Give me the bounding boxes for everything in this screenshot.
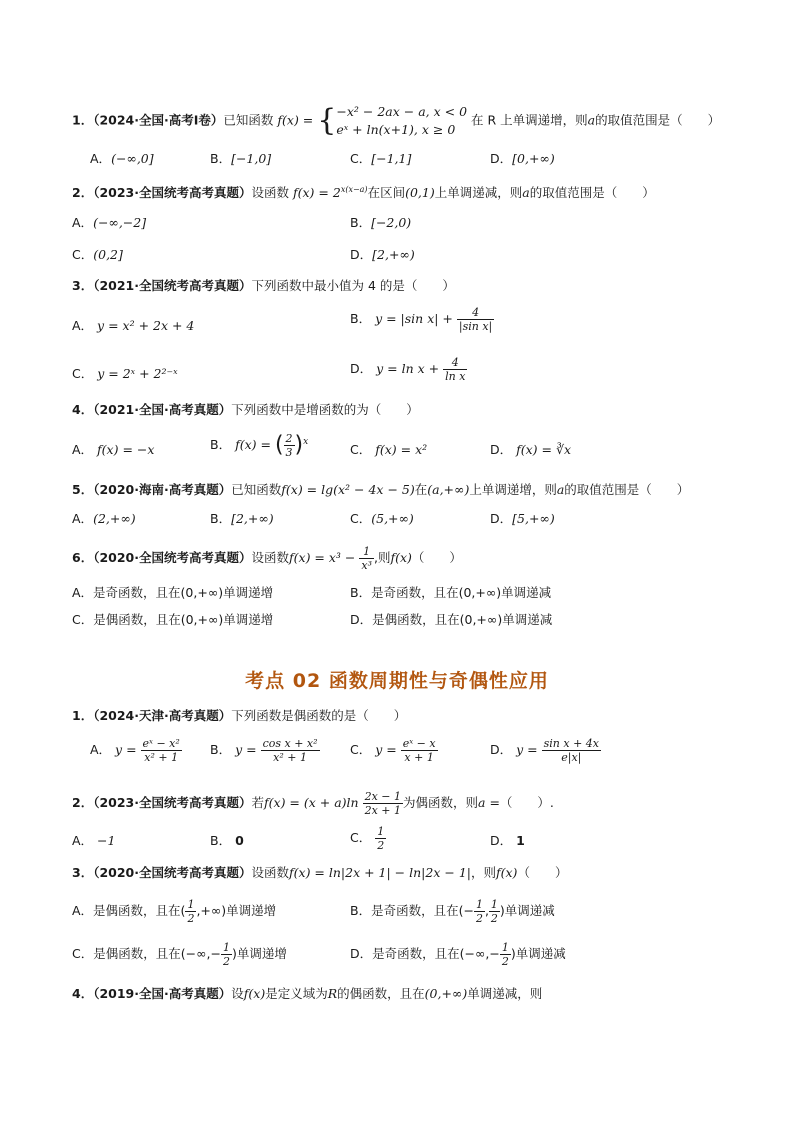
option-a: A． y = $\frac{\text{eˣ − x²}}{\text{x² + 1}}$ bbox=[90, 737, 180, 764]
option-d: D．是奇函数，且在(−∞,− $\frac{1}{2}$ )单调递减 bbox=[350, 941, 566, 968]
function-expression: f(x) = lg(x² − 4x − 5) bbox=[281, 482, 415, 497]
question-stem: 的取值范围是（ ） bbox=[595, 112, 721, 128]
option-d: D． f(x) = ∛x bbox=[490, 442, 571, 457]
question-stem: 在 bbox=[414, 482, 428, 497]
question-stem: 单调递减，则 bbox=[467, 986, 543, 1001]
variable: a bbox=[556, 482, 565, 497]
interval: (a,+∞) bbox=[427, 482, 470, 497]
question-stem: 的取值范围是（ ） bbox=[564, 482, 690, 497]
option-b: B． y = $\frac{\text{cos x + x²}}{\text{x² + 1}}$ bbox=[210, 737, 318, 764]
piecewise-cases: −x² − 2ax − a, x < 0 eˣ + ln(x+1), x ≥ 0 bbox=[336, 104, 468, 137]
option-b: B．是奇函数，且在(0,+∞)单调递减 bbox=[350, 585, 552, 600]
question-stem: 设函数 bbox=[251, 550, 290, 565]
option-c: C．(0,2] bbox=[72, 247, 123, 262]
exponent: x(x−a) bbox=[340, 185, 368, 194]
function-expression: f(x) = bbox=[277, 112, 314, 128]
question-stem: 在 R 上单调递增，则 bbox=[471, 112, 588, 128]
question-source: （2020·全国统考高考真题） bbox=[93, 865, 252, 880]
question-stem: 为偶函数，则 bbox=[403, 795, 479, 810]
question-source: （2019·全国·高考真题） bbox=[93, 986, 232, 1001]
question-source: （2020·全国统考高考真题） bbox=[93, 550, 252, 565]
question-number: 3． bbox=[72, 865, 94, 880]
question-stem: 下列函数是偶函数的是（ ） bbox=[231, 708, 407, 723]
option-d: D．是偶函数，且在(0,+∞)单调递减 bbox=[350, 612, 553, 627]
option-c: C． f(x) = x² bbox=[350, 442, 428, 457]
question-stem: 已知函数 bbox=[223, 112, 274, 128]
variable: a bbox=[587, 112, 596, 128]
question-stem: （ ）. bbox=[499, 795, 554, 810]
question-stem: （ ） bbox=[411, 550, 462, 565]
function-expression: f(x) = ln|2x + 1| − ln|2x − 1| bbox=[289, 865, 471, 880]
question-2-1 bbox=[72, 707, 406, 725]
question-2-2 bbox=[72, 790, 554, 817]
option-c: C．(5,+∞) bbox=[350, 511, 414, 526]
fraction: $\frac{2x - 1}{2x + 1}$ bbox=[364, 790, 401, 817]
question-stem: ,则 bbox=[373, 550, 391, 565]
question-source: （2021·全国·高考真题） bbox=[93, 402, 232, 417]
question-2-4 bbox=[72, 985, 542, 1003]
option-a: A． f(x) = −x bbox=[72, 442, 155, 457]
option-b: B． 0 bbox=[210, 833, 244, 848]
question-source: （2024·天津·高考真题） bbox=[93, 708, 232, 723]
option-b: B． f(x) = ( $\frac{2}{3}$ )$^x$ bbox=[210, 432, 309, 459]
question-stem: 在区间 bbox=[367, 185, 406, 201]
question-stem: 设函数 bbox=[251, 185, 290, 201]
variable: a = bbox=[478, 795, 500, 810]
question-stem: 设 bbox=[231, 986, 244, 1001]
question-number: 4． bbox=[72, 402, 94, 417]
question-stem: 下列函数中最小值为 4 的是（ ） bbox=[251, 278, 455, 293]
question-source: （2023·全国统考高考真题） bbox=[93, 185, 252, 201]
question-2-3 bbox=[72, 864, 567, 882]
question-stem: 上单调递增，则 bbox=[469, 482, 557, 497]
option-d: D． y = $\frac{\text{sin x + 4x}}{e|x|}$ bbox=[490, 737, 599, 764]
question-stem: 的取值范围是（ ） bbox=[529, 185, 655, 201]
option-a: A．(−∞,−2] bbox=[72, 215, 147, 230]
question-stem: 下列函数中是增函数的为（ ） bbox=[231, 402, 419, 417]
question-stem: 的偶函数，且在 bbox=[337, 986, 425, 1001]
question-number: 4． bbox=[72, 986, 94, 1001]
option-b: B．[−2,0) bbox=[350, 215, 412, 230]
option-b: B． y = |sin x| + $\frac{4}{\text{|sin x|}}$ bbox=[350, 306, 493, 333]
question-number: 2． bbox=[72, 185, 94, 201]
section-heading: 考点 02 函数周期性与奇偶性应用 bbox=[245, 670, 549, 692]
question-number: 6． bbox=[72, 550, 94, 565]
function-name: f(x) bbox=[496, 865, 518, 880]
domain-symbol: R bbox=[327, 986, 338, 1001]
question-stem: ，则 bbox=[470, 865, 496, 880]
option-a: A．(2,+∞) bbox=[72, 511, 136, 526]
question-source: （2021·全国统考高考真题） bbox=[93, 278, 252, 293]
question-stem: （ ） bbox=[517, 865, 568, 880]
question-source: （2020·海南·高考真题） bbox=[93, 482, 232, 497]
function-expression: f(x) = (x + a)ln bbox=[264, 795, 359, 810]
option-c: C． y = 2ˣ + 2²⁻ˣ bbox=[72, 366, 178, 381]
question-stem: 已知函数 bbox=[231, 482, 282, 497]
option-c: C．[−1,1] bbox=[350, 151, 412, 166]
option-d: D．[5,+∞) bbox=[490, 511, 555, 526]
option-b: B．[2,+∞) bbox=[210, 511, 274, 526]
option-d: D． 1 bbox=[490, 833, 525, 848]
interval: (0,+∞) bbox=[424, 986, 468, 1001]
question-1-6 bbox=[72, 545, 462, 572]
option-c: C．是偶函数，且在(−∞,− $\frac{1}{2}$ )单调递增 bbox=[72, 941, 287, 968]
option-d: D．[0,+∞) bbox=[490, 151, 555, 166]
question-1-4 bbox=[72, 401, 419, 419]
variable: a bbox=[522, 185, 530, 201]
function-expression: f(x) = x³ − bbox=[289, 550, 356, 565]
option-a: A．是奇函数，且在(0,+∞)单调递增 bbox=[72, 585, 274, 600]
option-d: D． y = ln x + $\frac{4}{\text{ln x}}$ bbox=[350, 356, 466, 383]
interval: (0,1) bbox=[405, 185, 435, 201]
question-stem: 若 bbox=[251, 795, 265, 810]
question-number: 3． bbox=[72, 278, 94, 293]
option-c: C． y = $\frac{\text{eˣ − x}}{x + 1}$ bbox=[350, 737, 436, 764]
piecewise-brace: { bbox=[317, 103, 337, 138]
function-expression: f(x) = 2 bbox=[293, 185, 341, 201]
function-name: f(x) bbox=[243, 986, 266, 1001]
fraction: $\frac{1}{\text{x³}}$ bbox=[361, 545, 372, 572]
function-name: f(x) bbox=[390, 550, 412, 565]
question-stem: 上单调递减，则 bbox=[434, 185, 523, 201]
question-number: 5． bbox=[72, 482, 94, 497]
option-a: A．是偶函数，且在( $\frac{1}{2}$ ,+∞)单调递增 bbox=[72, 898, 277, 925]
question-stem: 设函数 bbox=[251, 865, 290, 880]
question-number: 2． bbox=[72, 795, 94, 810]
question-1-2 bbox=[72, 181, 655, 202]
option-b: B．[−1,0] bbox=[210, 151, 272, 166]
question-stem: 是定义域为 bbox=[265, 986, 328, 1001]
option-b: B．是奇函数，且在(− $\frac{1}{2}$ , $\frac{1}{2}$ )单调递减 bbox=[350, 898, 555, 925]
option-a: A． y = x² + 2x + 4 bbox=[72, 318, 195, 333]
question-source: （2024·全国·高考Ⅰ卷） bbox=[93, 112, 224, 128]
question-1-5 bbox=[72, 481, 689, 499]
option-a: A． −1 bbox=[72, 833, 116, 848]
question-number: 1． bbox=[72, 708, 94, 723]
question-1-3 bbox=[72, 277, 455, 295]
question-1-1 bbox=[72, 103, 720, 139]
option-d: D．[2,+∞) bbox=[350, 247, 415, 262]
option-a: A．(−∞,0] bbox=[90, 151, 154, 166]
option-c: C． $\frac{1}{2}$ bbox=[350, 825, 385, 852]
question-number: 1． bbox=[72, 112, 94, 128]
question-source: （2023·全国统考高考真题） bbox=[93, 795, 252, 810]
option-c: C．是偶函数，且在(0,+∞)单调递增 bbox=[72, 612, 274, 627]
